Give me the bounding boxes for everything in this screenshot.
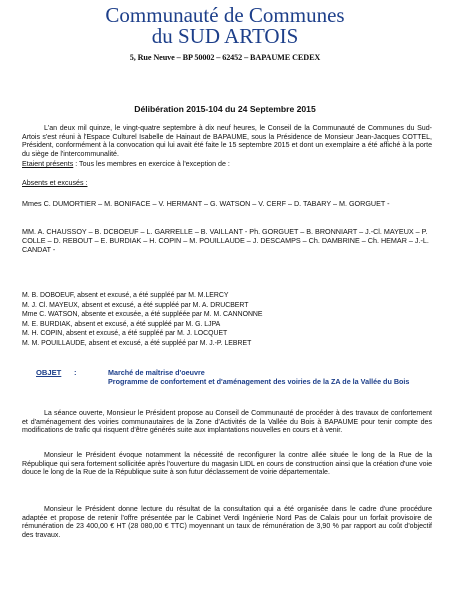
body-paragraph-3 xyxy=(22,506,432,540)
substitute-line: M. M. POUILLAUDE, absent et excusé, a été suppléé par M. J.-P. LEBRET xyxy=(22,339,252,347)
objet-line1: Marché de maîtrise d'oeuvre xyxy=(108,368,205,377)
objet-subject xyxy=(108,368,428,387)
organization-title-line2: du SUD ARTOIS xyxy=(151,24,299,48)
substitute-line: M. E. BURDIAK, absent et excusé, a été suppléé par M. G. LJPA xyxy=(22,320,221,328)
body-paragraph-2 xyxy=(22,452,432,478)
intro-paragraph xyxy=(22,125,432,159)
objet-colon: : xyxy=(74,368,77,377)
paragraph-text: Monsieur le Président donne lecture du résultat de la consultation qui a été organisée dans le cadre d'une procédure adaptée et propose de retenir l'offre présentée par le Cabinet Verdi Ingénierie Nord Pas de Calais pour un forfait provisoire de rémunération de 23 400,00 € HT (28 080,00 € TTC) moyennant un taux de rémunération de 3,90 % par rapport au coût d'objectif des travaux. xyxy=(22,506,432,539)
paragraph-text: Monsieur le Président évoque notamment la nécessité de reconfigurer la contre allée située le long de la Rue de la République qui sera fortement sollicitée après l'ouverture du magasin LIDL en cours de construction ainsi que la création d'une voie douce le long de la Rue de la République suite à son futur déclassement de voirie départementale. xyxy=(22,452,432,477)
substitute-line: M. H. COPIN, absent et excusé, a été suppléé par M. J. LOCQUET xyxy=(22,330,228,338)
absent-names-group1: Mmes C. DUMORTIER – M. BONIFACE – V. HERMANT – G. WATSON – V. CERF – D. TABARY – M. GORGUET - xyxy=(22,199,390,208)
body-paragraph-1 xyxy=(22,410,432,436)
substitute-line: Mme C. WATSON, absente et excusée, a été suppléée par M. M. CANNONNE xyxy=(22,311,263,319)
present-text: : Tous les membres en exercice à l'exception de : xyxy=(73,160,230,168)
objet-line2: Programme de confortement et d'aménagement des voiries de la ZA de la Vallée du Bois xyxy=(108,377,410,387)
organization-title-line1: Communauté de Communes xyxy=(105,3,345,27)
deliberation-title: Délibération 2015-104 du 24 Septembre 2015 xyxy=(134,104,316,114)
organization-address: 5, Rue Neuve – BP 50002 – 62452 – BAPAUME CEDEX xyxy=(129,53,321,62)
substitutes-list xyxy=(22,291,432,349)
substitute-line: M. B. DOBOEUF, absent et excusé, a été suppléé par M. M.LERCY xyxy=(22,292,229,299)
substitute-line: M. J. Cl. MAYEUX, absent et excusé, a été suppléé par M. A. DRUCBERT xyxy=(22,301,249,309)
intro-text: L'an deux mil quinze, le vingt-quatre septembre à dix neuf heures, le Conseil de la Communauté de Communes du Sud-Artois s'est réuni à l'Espace Culturel Isabelle de Hainaut de BAPAUME, sous la Présidence de Monsieur Jean-Jacques COTTEL, Président, conformément à la convocation qui lui avait été faite le 15 septembre 2015 et dont un exemplaire a été affiché à la porte du siège de l'intercommunalité. xyxy=(22,125,432,158)
present-line xyxy=(22,160,230,168)
paragraph-text: La séance ouverte, Monsieur le Président propose au Conseil de Communauté de procéder à des travaux de confortement et d'aménagement des voiries communautaires de la Zone d'Activités de la Vallée du Bois à BAPAUME pour tenir compte des modifications de trafic qui risquent d'être générés suite aux implantations nouvelles en cours et à venir. xyxy=(22,410,432,435)
absent-names-group2: MM. A. CHAUSSOY – B. DCBOEUF – L. GARRELLE – B. VAILLANT - Ph. GORGUET – B. BRONNIART – J.-Cl. MAYEUX – P. COLLE – D. REBOUT – E. BURDIAK – H. COPIN – M. POUILLAUDE – J. DESCAMPS – Ch. DAMBRINE – Ch. HEMAR – J.-L. CANDAT - xyxy=(22,227,429,254)
present-label: Etaient présents xyxy=(22,160,74,168)
absents-label: Absents et excusés : xyxy=(22,179,88,187)
objet-label: OBJET xyxy=(36,368,62,377)
